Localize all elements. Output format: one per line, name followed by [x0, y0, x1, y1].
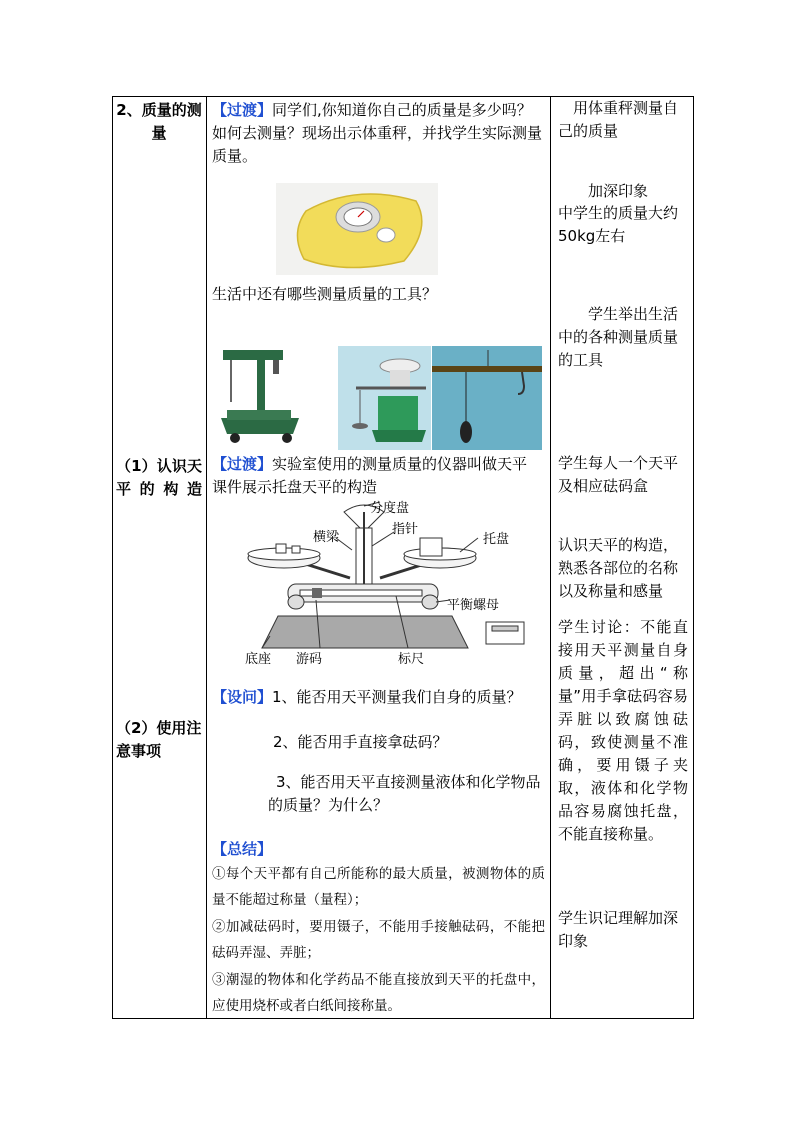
right-note-6: 认识天平的构造，熟悉各部位的名称以及称量和感量: [558, 536, 679, 600]
steelyard-image: [432, 346, 542, 450]
question-1: 1、能否用天平测量我们自身的质量？: [272, 688, 522, 706]
transition-paragraph: [212, 99, 545, 168]
right-note-1: 用体重秤测量自己的质量: [558, 99, 679, 140]
label-fendupan: 分度盘: [370, 500, 410, 515]
subsection-structure: （1）认识天平的构造: [116, 457, 202, 498]
balance-structure-diagram: [240, 498, 540, 666]
right-note-8: 学生识记理解加深印象: [558, 909, 679, 950]
balance-scale-image: [338, 346, 431, 450]
transition-tag-2: 【过渡】: [212, 455, 273, 473]
question-tag: 【设问】: [212, 688, 273, 706]
label-zhizhen: 指针: [392, 521, 419, 536]
transition-paragraph-2: [212, 453, 545, 476]
bathroom-scale-image: [276, 183, 438, 275]
question-tools: 生活中还有哪些测量质量的工具？: [212, 285, 438, 303]
right-note-5: 学生每人一个天平及相应砝码盒: [558, 454, 679, 495]
label-pinghengluomu: 平衡螺母: [447, 597, 500, 612]
platform-scale-image: [213, 346, 305, 446]
label-hengliang: 横梁: [313, 529, 340, 544]
question-3: 3、能否用天平直接测量液体和化学物品的质量？为什么？: [268, 773, 541, 814]
section-title: 2、质量的测量: [116, 101, 202, 142]
transition-text: 同学们,你知道你自己的质量是多少吗？如何去测量？现场出示体重秤，并找学生实际测量质量。: [212, 101, 543, 165]
question-2: 2、能否用手直接拿砝码？: [273, 733, 448, 751]
right-note-4: 学生举出生活中的各种测量质量的工具: [558, 305, 679, 369]
column-divider: [206, 97, 207, 1018]
column-divider: [550, 97, 551, 1018]
transition-tag: 【过渡】: [212, 101, 273, 119]
right-note-3: 中学生的质量大约50kg左右: [558, 204, 679, 245]
right-note-2: 加深印象: [558, 182, 649, 200]
summary-1: ①每个天平都有自己所能称的最大质量，被测物体的质量不能超过称量（量程）；: [212, 866, 545, 908]
question-paragraph: [212, 686, 545, 709]
subsection-precautions: （2）使用注意事项: [116, 719, 202, 760]
label-biaochi: 标尺: [398, 651, 425, 666]
right-note-7: 学生讨论：不能直接用天平测量自身质量，超出“称量”用手拿砝码容易弄脏以致腐蚀砝码，致使测量不准确，要用镊子夹取，液体和化学物品容易腐蚀托盘，不能直接称量。: [558, 618, 688, 843]
label-tuopan: 托盘: [483, 531, 510, 546]
courseware-text: 课件展示托盘天平的构造: [212, 478, 378, 496]
summary-3: ③潮湿的物体和化学药品不能直接放到天平的托盘中，应使用烧杯或者白纸间接称量。: [212, 972, 545, 1014]
transition-text-2: 实验室使用的测量质量的仪器叫做天平: [272, 455, 528, 473]
label-youma: 游码: [296, 651, 323, 666]
summary-tag: 【总结】: [212, 840, 273, 858]
summary-2: ②加减砝码时，要用镊子，不能用手接触砝码，不能把砝码弄湿、弄脏；: [212, 919, 545, 961]
label-dizuo: 底座: [245, 651, 272, 666]
